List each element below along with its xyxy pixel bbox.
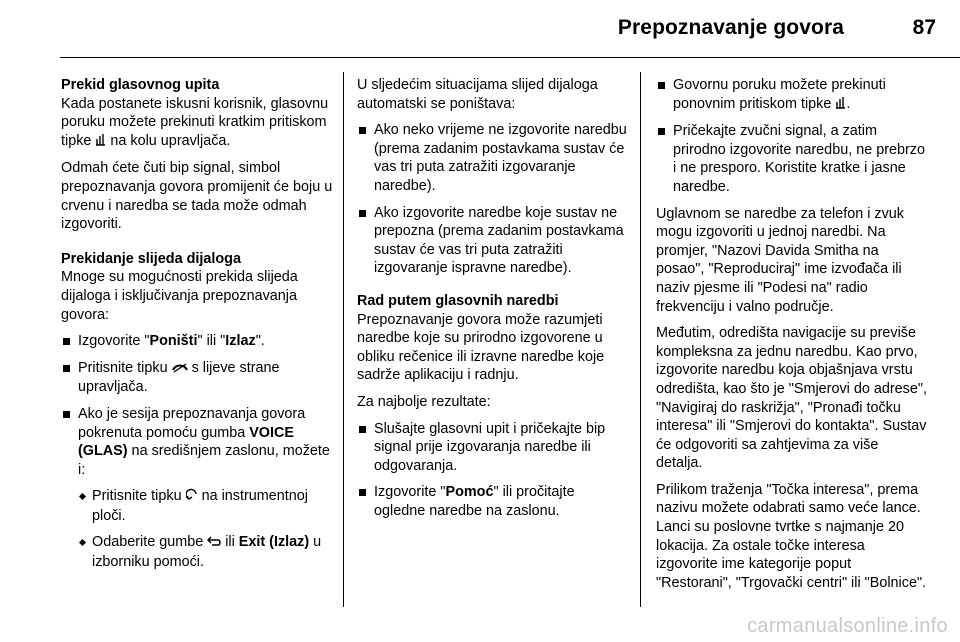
text: na središnjem zaslonu, možete i: [78, 443, 330, 478]
list-item [61, 359, 333, 397]
bullet-list [357, 420, 629, 521]
list-item [61, 332, 333, 351]
text: na kolu upravljača. [106, 132, 231, 149]
bullet-list [61, 332, 333, 572]
section-heading-voice-prompt-interrupt: Prekid glasovnog upita [61, 77, 220, 93]
page-header [0, 0, 960, 58]
bold-text: Pomoć [445, 484, 494, 501]
text: Izgovorite " [78, 333, 150, 350]
list-item: Slušajte glasovni upit i pričekajte bip signal prije izgovaranja naredbe ili odgovaranja. [357, 420, 629, 476]
paragraph: Prepoznavanje govora može razumjeti naredbe koje su prirodno izgovorene u obliku rečenice ili izravne naredbe koje sadrže aplikaciju i radnju. [357, 311, 605, 384]
paragraph: Za najbolje rezultate: [357, 393, 491, 410]
text: Govornu poruku možete prekinuti ponovnim pritiskom tipke [673, 77, 886, 112]
header-rule [60, 57, 960, 58]
bullet-list [357, 121, 629, 278]
list-item [78, 487, 333, 525]
list-item: Ako izgovorite naredbe koje sustav ne prepozna (prema zadanim postavkama sustav će vas tri puta zatražiti izgovaranje ispravne naredbe). [357, 204, 629, 278]
text: Pritisnite tipku [92, 488, 186, 505]
back-key-icon [186, 488, 198, 507]
text: " ili " [197, 333, 226, 350]
text: Pritisnite tipku [78, 359, 172, 376]
list-item [61, 405, 333, 572]
list-item: Pričekajte zvučni signal, a zatim prirodno izgovorite naredbu, ne prebrzo i ne presporo. Koristite kratke i jasne naredbe. [656, 122, 928, 196]
column-divider-1 [343, 72, 344, 607]
paragraph: Odmah ćete čuti bip signal, simbol prepoznavanja govora promijenit će boju u crvenu i naredba se tada može odmah izgovoriti. [61, 160, 333, 233]
list-item: Ako neko vrijeme ne izgovorite naredbu (prema zadanim postavkama sustav će vas tri puta zatražiti izgovaranje naredbe). [357, 121, 629, 195]
text: ili [221, 534, 239, 551]
list-item [78, 533, 333, 571]
end-call-icon [172, 360, 188, 379]
text: na instrumentnoj ploči. [92, 488, 308, 524]
bold-text: Exit (Izlaz) [238, 534, 310, 551]
column-divider-2 [640, 72, 641, 607]
list-item [357, 483, 629, 520]
text: Ako je sesija prepoznavanja govora pokrenuta pomoću gumba [78, 405, 306, 441]
section-heading-dialog-cancel: Prekidanje slijeda dijaloga [61, 250, 241, 267]
list-item [656, 76, 928, 114]
text: " ili pročitajte ogledne naredbe na zaslonu. [374, 484, 575, 519]
column-1 [61, 76, 333, 580]
text: s lijeve strane upravljača. [78, 359, 280, 396]
sub-bullet-list [78, 487, 333, 571]
page-title: Prepoznavanje govora [617, 16, 844, 39]
bold-text: Poništi [149, 333, 198, 350]
section-heading-voice-commands: Rad putem glasovnih naredbi [357, 292, 559, 309]
column-3 [656, 76, 928, 600]
paragraph: Uglavnom se naredbe za telefon i zvuk mogu izgovoriti u jednoj naredbi. Na promjer, "Nazovi Davida Smitha na posao", "Reproduciraj" ime izvođača ili naziv pjesme ili "Podesi na" radio frekvenciju i valno područje. [656, 205, 904, 315]
voice-key-icon [835, 96, 846, 115]
page-number: 87 [912, 16, 936, 39]
text: ". [255, 333, 265, 350]
column-2 [357, 76, 629, 528]
voice-key-icon [95, 133, 106, 152]
paragraph: Mnoge su mogućnosti prekida slijeda dijaloga i isključivanja prepoznavanja govora: [61, 269, 298, 323]
text: . [846, 95, 851, 112]
paragraph: Međutim, odredišta navigacije su previše kompleksna za jednu naredbu. Kao prvo, izgovorite naredbu koja objašnjava vrstu odredišta, kao što je "Smjerovi do adrese", "Navigiraj do raskrižja", "Pronađi točku interesa" ili "Smjerovi do kontakta". Sustav će odgovoriti sa zahtjevima za više detalja. [656, 325, 927, 472]
bullet-list [656, 76, 928, 197]
text: Odaberite gumbe [92, 534, 208, 551]
paragraph: U sljedećim situacijama slijed dijaloga automatski se poništava: [357, 77, 598, 112]
text: u izborniku pomoći. [92, 534, 322, 571]
text: Izgovorite " [374, 484, 446, 501]
paragraph: Prilikom traženja "Točka interesa", prema nazivu možete odabrati samo veće lance. Lanci su poslovne tvrtke s najmanje 20 lokacija. Za ostale točke interesa izgovorite ime kategorije poput "Restorani", "Trgovački centri" ili "Bolnice". [656, 481, 927, 591]
bold-text: VOICE (GLAS) [78, 424, 294, 460]
bold-text: Izlaz [225, 333, 256, 350]
text: Kada postanete iskusni korisnik, glasovnu poruku možete prekinuti kratkim pritiskom tipke [61, 95, 329, 149]
return-arrow-icon [207, 534, 221, 553]
site-watermark: carmanualsonline.info [747, 615, 948, 637]
paragraph [61, 95, 333, 152]
